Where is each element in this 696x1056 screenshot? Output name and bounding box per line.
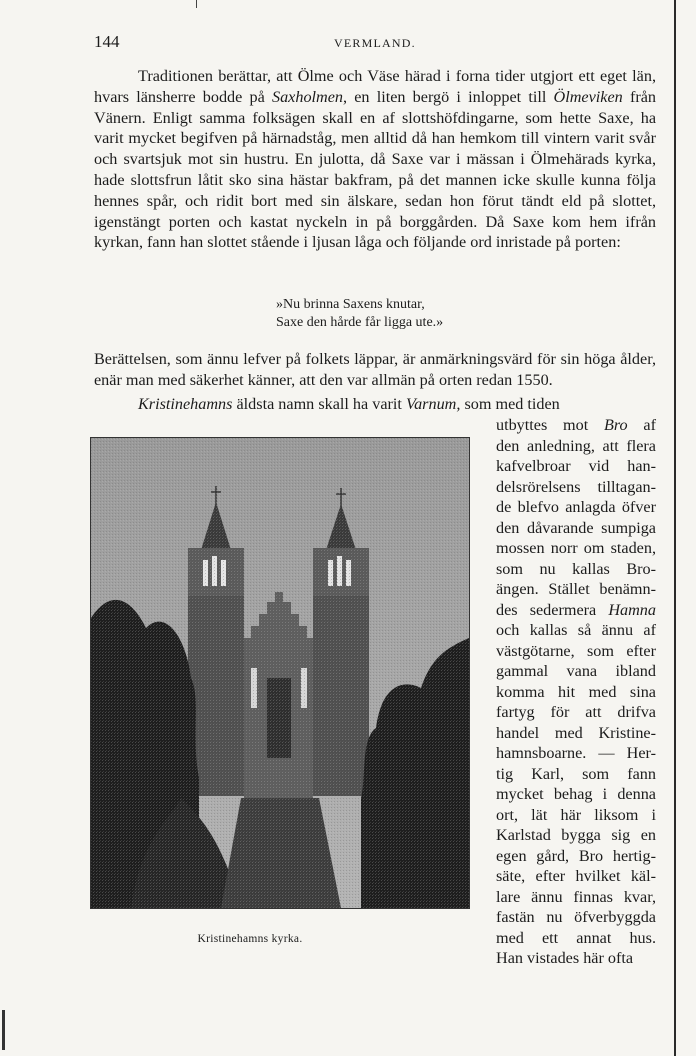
column-line: den anledning, att flera — [496, 436, 656, 455]
column-line — [496, 600, 656, 621]
column-line: säte, efter hvilket käl- — [496, 867, 656, 885]
column-line: lare ännu finnas kvar, — [496, 887, 656, 906]
text-run: utbyttes mot — [496, 416, 604, 434]
place-name-saxholmen: Saxholmen — [271, 87, 344, 106]
verse-line: »Nu brinna Saxens knutar, — [276, 297, 425, 312]
paragraph-kristinehamn-column — [496, 415, 656, 969]
column-line: ängen. Stället benämn- — [496, 580, 656, 598]
column-line: mossen norr om staden, — [496, 539, 656, 557]
inscription-verse — [276, 296, 443, 332]
column-line: Karlstad bygga sig en — [496, 826, 656, 844]
page-header — [94, 32, 654, 52]
column-line: mycket behag i denna — [496, 785, 656, 803]
place-name-bro: Bro — [603, 416, 628, 434]
column-line: egen gård, Bro hertig- — [496, 846, 656, 865]
text-run: från Vänern. Enligt samma folksägen skall en af slottshöfdingarne, som hette Saxe, ha varit mycket begifven på härnadståg, men alltid då han hemkom till vintern varit svår och svartsjuk mot sin hustru. En julotta, då Saxe var i mässan i Ölmehärads kyrka, hade slottsfrun låtit sko sina hästar bakfram, på det mannen icke skulle kunna följa hennes spår, och ridit bort med sin älskare, sedan hon förut tändt eld på slottet, igenstängt porten och kastat nyckeln in på borggården. Då Saxe kom hem ifrån kyrkan, fann han slottet stående i ljusan låga och följande ord inristade på porten: — [94, 87, 656, 252]
column-line: handel med Kristine- — [496, 723, 656, 742]
place-name-kristinehamns: Kristinehamns — [138, 395, 233, 413]
paragraph-kristinehamn-first-line — [94, 394, 656, 415]
column-line — [496, 415, 656, 436]
running-title: VERMLAND. — [334, 36, 416, 50]
place-name-varnum: Varnum, — [405, 395, 461, 413]
column-line: delsrörelsens tilltagan- — [496, 477, 656, 496]
column-line: och kallas så ännu af — [496, 621, 656, 639]
text-run: som med tiden — [460, 395, 560, 413]
page-number: 144 — [94, 32, 120, 51]
column-line: Han vistades här ofta — [496, 949, 634, 967]
column-line: som nu kallas Bro- — [496, 559, 656, 578]
column-line: de blefvo anlagda öfver — [496, 498, 656, 516]
column-line: fartyg för att drifva — [496, 703, 656, 721]
column-line: den dåvarande sumpiga — [496, 518, 656, 537]
column-line: västgötarne, som efter — [496, 641, 656, 660]
scan-mark — [196, 0, 197, 8]
figure-caption: Kristinehamns kyrka. — [197, 933, 303, 945]
paragraph-tradition — [94, 66, 656, 253]
page-edge-line — [674, 0, 676, 1056]
text-run: des sedermera — [496, 600, 609, 619]
paragraph-age: Berättelsen, som ännu lefver på folkets läppar, är anmärkningsvärd för sin höga ålder, enär man med säkerhet känner, att den var allmän på orten redan 1550. — [94, 350, 656, 389]
print-grain — [91, 438, 469, 908]
verse-line: Saxe den hårde får ligga ute.» — [276, 315, 444, 330]
column-line: ort, lät här liksom i — [496, 805, 656, 824]
text-run: äldsta namn skall ha varit — [232, 395, 406, 413]
text-run: , en liten bergö i inloppet till — [343, 87, 554, 106]
text-run: Traditionen berättar, att Ölme och Väse härad i forna tider utgjort ett eget län, hvars länsherre bodde på — [94, 67, 656, 106]
church-photograph — [90, 437, 470, 909]
church-illustration — [91, 438, 469, 908]
column-line: hamnsboarne. — Her- — [496, 744, 656, 762]
column-line: kafvelbroar vid han- — [496, 457, 656, 475]
column-line: gammal vana ibland — [496, 662, 656, 680]
column-line: tig Karl, som fann — [496, 764, 656, 783]
place-name-olmeviken: Ölmeviken — [553, 87, 623, 106]
text-run: af — [627, 416, 656, 434]
column-line: med ett annat hus. — [496, 928, 656, 947]
place-name-hamna: Hamna — [608, 600, 656, 619]
column-line: fastän nu öfverbyggda — [496, 908, 656, 926]
scan-mark — [2, 1010, 5, 1050]
column-line: komma hit med sina — [496, 682, 656, 701]
